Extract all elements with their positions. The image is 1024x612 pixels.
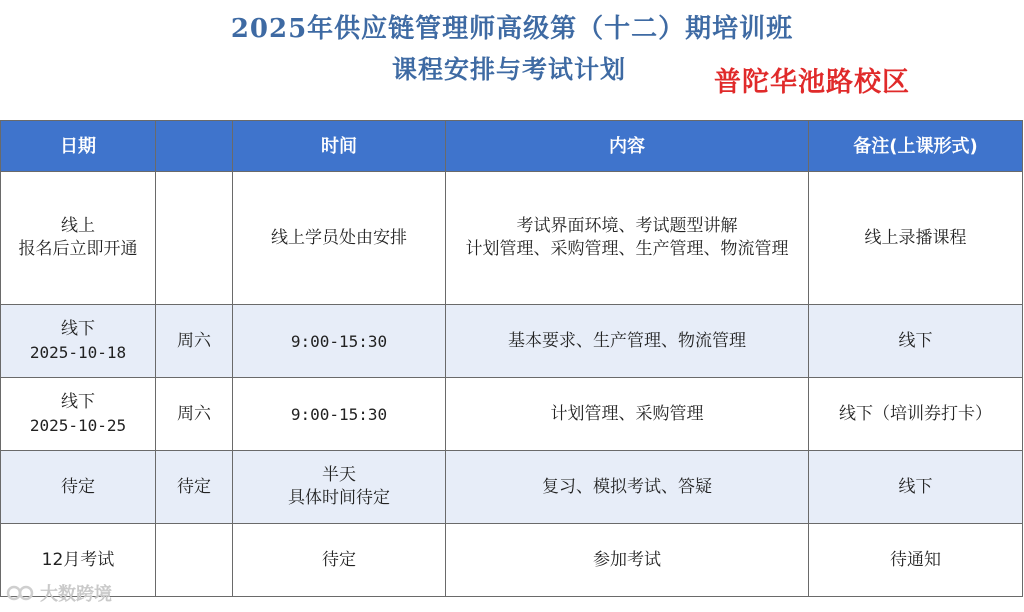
- content-cell: [446, 451, 809, 524]
- weekday-cell: 周六: [156, 305, 233, 378]
- column-header-note: 备注(上课形式): [809, 121, 1023, 172]
- time-cell: [233, 524, 446, 597]
- content-line: 计划管理、采购管理、生产管理、物流管理: [465, 239, 789, 259]
- content-cell: [446, 524, 809, 597]
- content-cell: [446, 172, 809, 305]
- time-line: 具体时间待定: [288, 488, 390, 508]
- watermark: [6, 580, 112, 606]
- table-row: [1, 305, 1023, 378]
- date-line: 报名后立即开通: [18, 239, 138, 259]
- column-header-date: 日期: [1, 121, 156, 172]
- campus-label: 普陀华池路校区: [714, 67, 910, 98]
- date-line: 线下: [61, 392, 95, 412]
- page-title: 2025年供应链管理师高级第（十二）期培训班: [230, 14, 794, 44]
- content-line: 参加考试: [593, 549, 661, 570]
- content-line: 基本要求、生产管理、物流管理: [508, 330, 746, 351]
- time-cell: [233, 172, 446, 305]
- column-header-time: 时间: [233, 121, 446, 172]
- date-cell: [1, 305, 156, 378]
- note-cell: 待通知: [809, 524, 1023, 597]
- table-row: [1, 378, 1023, 451]
- date-cell: [1, 378, 156, 451]
- date-cell: [1, 172, 156, 305]
- date-line: 线下: [61, 319, 95, 339]
- note-cell: 线上录播课程: [809, 172, 1023, 305]
- watermark-logo-icon: [6, 582, 36, 604]
- time-line: 9:00-15:30: [290, 331, 388, 351]
- note-cell: 线下: [809, 305, 1023, 378]
- weekday-cell: 周六: [156, 378, 233, 451]
- time-line: 线上学员处由安排: [271, 227, 407, 248]
- content-cell: [446, 378, 809, 451]
- time-line: 待定: [322, 549, 356, 570]
- note-cell: 线下（培训券打卡）: [809, 378, 1023, 451]
- time-line: 9:00-15:30: [290, 404, 388, 424]
- content-cell: [446, 305, 809, 378]
- date-line: 待定: [61, 476, 95, 497]
- weekday-cell: [156, 524, 233, 597]
- note-cell: 线下: [809, 451, 1023, 524]
- table-row: [1, 172, 1023, 305]
- table-row: [1, 524, 1023, 597]
- content-line: 复习、模拟考试、答疑: [542, 476, 712, 497]
- date-cell: [1, 451, 156, 524]
- schedule-table: [0, 120, 1023, 597]
- time-cell: [233, 451, 446, 524]
- content-line: 考试界面环境、考试题型讲解: [516, 216, 738, 236]
- time-cell: [233, 378, 446, 451]
- page-subtitle: 课程安排与考试计划: [392, 55, 627, 84]
- table-row: [1, 451, 1023, 524]
- time-cell: [233, 305, 446, 378]
- column-header-weekday: [156, 121, 233, 172]
- watermark-text: 大数跨境: [40, 584, 112, 605]
- date-line: 线上: [61, 216, 95, 236]
- table-header-row: [1, 121, 1023, 172]
- content-line: 计划管理、采购管理: [550, 403, 704, 424]
- weekday-cell: [156, 172, 233, 305]
- date-line: 12月考试: [41, 549, 115, 570]
- weekday-cell: 待定: [156, 451, 233, 524]
- date-line: 2025-10-25: [29, 416, 127, 435]
- column-header-content: 内容: [446, 121, 809, 172]
- time-line: 半天: [322, 465, 356, 485]
- date-line: 2025-10-18: [29, 343, 127, 362]
